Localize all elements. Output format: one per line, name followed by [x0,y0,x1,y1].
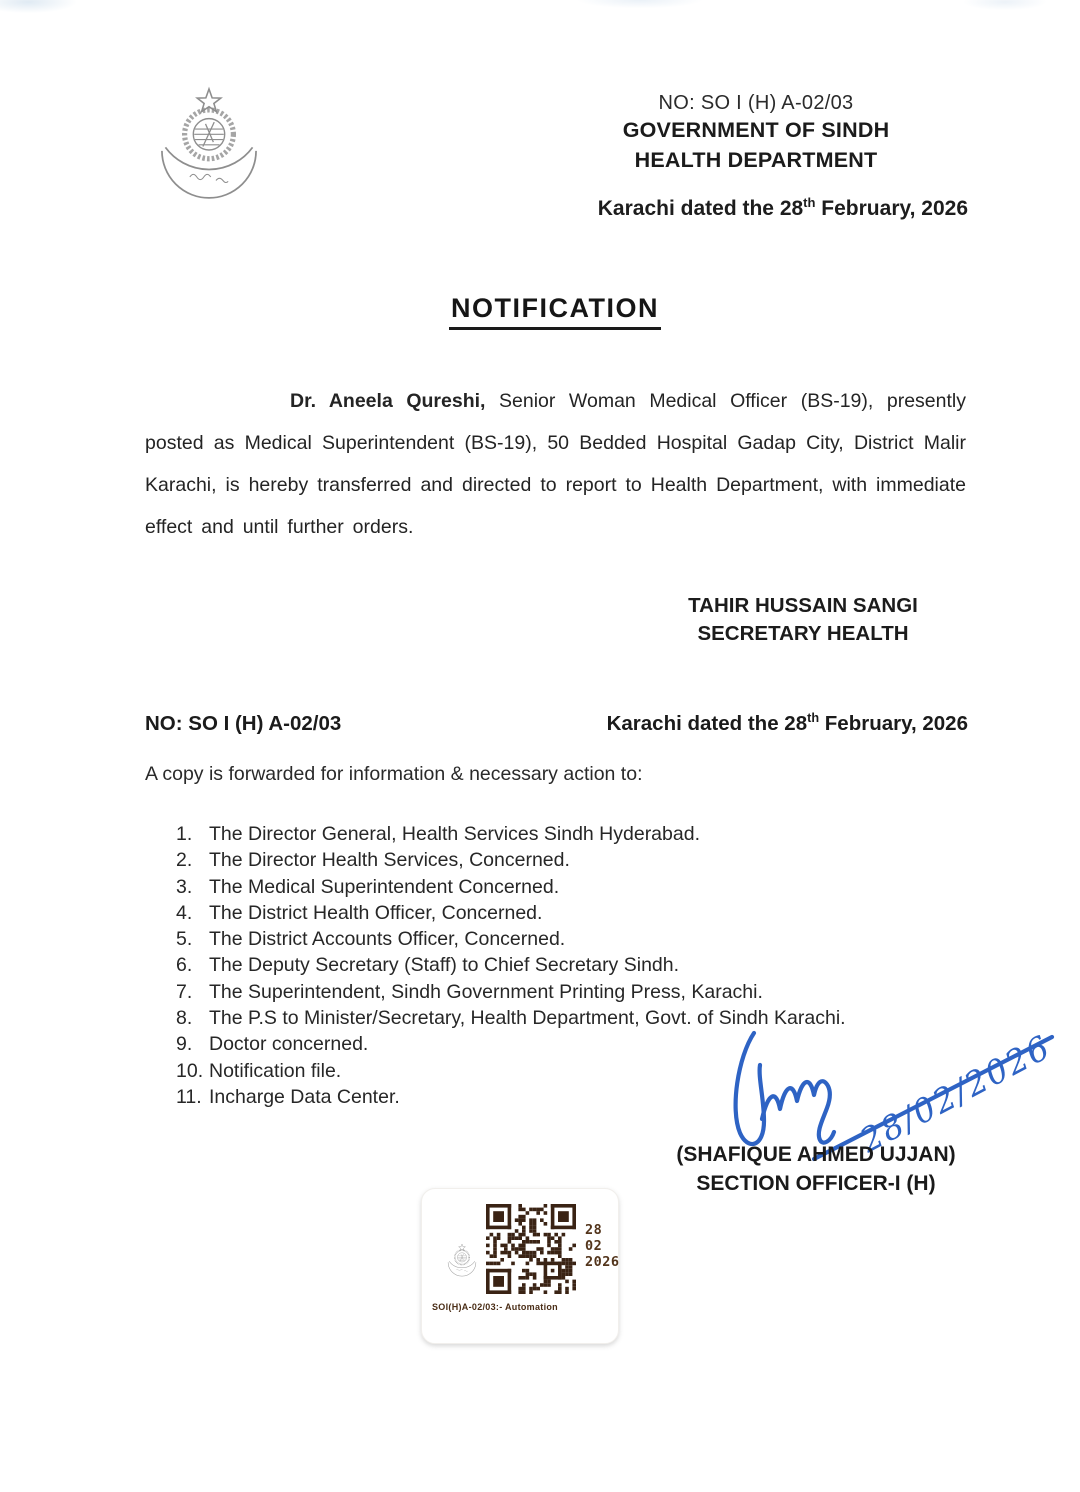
copy-date-line [607,712,968,736]
officer-name: Dr. Aneela Qureshi, [290,390,486,412]
stamp-date-year: 2026 [585,1254,620,1270]
primary-signatory-block [638,592,968,648]
recipient-item: The P.S to Minister/Secretary, Health Department, Govt. of Sindh Karachi. [209,1007,846,1030]
letterhead [540,92,972,175]
copy-date-prefix: Karachi dated the 28 [606,712,808,735]
issue-date-prefix: Karachi dated the 28 [597,197,804,220]
qr-verification-stamp [421,1188,619,1344]
recipient-item: The Deputy Secretary (Staff) to Chief Secretary Sindh. [209,954,680,977]
recipient-item: The Medical Superintendent Concerned. [209,875,560,898]
sindh-government-emblem-icon [148,84,270,216]
issue-date-line [598,197,968,221]
stamp-caption: SOI(H)A-02/03:- Automation [432,1302,558,1312]
recipient-item: Notification file. [209,1059,342,1082]
reference-number: NO: SO I (H) A-02/03 [658,92,854,114]
recipient-item: The Superintendent, Sindh Government Printing Press, Karachi. [209,980,763,1003]
stamp-date-month: 02 [585,1238,603,1254]
body-text: Senior Woman Medical Officer (BS-19), presently posted as Medical Superintendent (BS-19), 50 Bedded Hospital Gadap City, District Malir Karachi, is hereby transferred and directed to report to Health Department, with immediate effect and until further orders. [145,390,966,538]
qr-code [486,1204,576,1294]
government-name: GOVERNMENT OF SINDH [622,118,890,142]
stamp-date [585,1222,620,1270]
notification-body [145,380,966,548]
copy-reference-number: NO: SO I (H) A-02/03 [145,712,342,735]
recipient-item: The Director General, Health Services Sindh Hyderabad. [209,823,700,845]
signature-date-handwritten: 28/02/2026 [853,1026,1058,1161]
recipient-item: The Director Health Services, Concerned. [209,849,570,872]
recipient-item: The District Health Officer, Concerned. [209,901,543,924]
copy-date-ordinal: th [807,710,820,726]
recipient-item: Incharge Data Center. [209,1085,400,1108]
department-name: HEALTH DEPARTMENT [634,148,878,172]
document-title-row [145,293,965,330]
secondary-signatory-title: SECTION OFFICER-I (H) [696,1172,936,1195]
issue-date-ordinal: th [803,195,816,210]
primary-signatory-title: SECRETARY HEALTH [697,622,909,645]
secondary-signatory-block [650,1140,982,1198]
copy-forward-intro: A copy is forwarded for information & necessary action to: [145,763,643,785]
copy-date-suffix: February, 2026 [819,712,968,735]
primary-signatory-name: TAHIR HUSSAIN SANGI [688,594,918,617]
secondary-signatory-name: (SHAFIQUE AHMED UJJAN) [676,1143,956,1166]
recipient-item: Doctor concerned. [209,1033,369,1056]
document-title: NOTIFICATION [449,293,661,330]
recipient-item: The District Accounts Officer, Concerned. [209,928,566,951]
issue-date-suffix: February, 2026 [815,197,968,220]
stamp-date-day: 28 [585,1222,603,1238]
stamp-emblem-icon [444,1241,480,1283]
